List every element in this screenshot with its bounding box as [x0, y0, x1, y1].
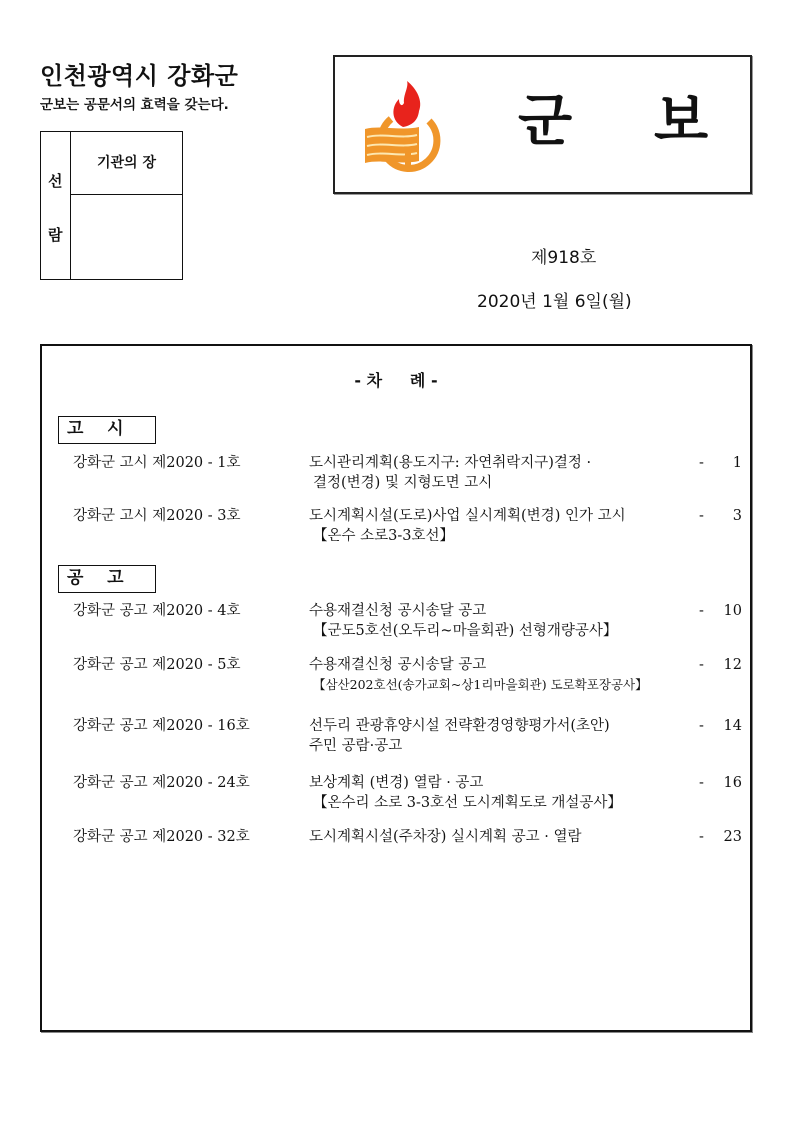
approval-head-label: 기관의 장: [71, 132, 182, 195]
entry-title: 도시관리계획(용도지구: 자연취락지구)결정 ·: [309, 455, 592, 471]
entry-title: 수용재결신청 공시송달 공고: [309, 603, 487, 619]
approval-side-label-top: 선: [48, 172, 63, 190]
entry-dash: -: [699, 455, 704, 471]
section-label-notices: 고 시: [58, 416, 156, 444]
issue-date: 2020년 1월 6일(월): [477, 292, 632, 312]
entry-page: 23: [723, 829, 742, 845]
entry-number: 강화군 공고 제2020 - 16호: [73, 718, 250, 734]
entry-title: 수용재결신청 공시송달 공고: [309, 657, 487, 673]
entry-title: 도시계획시설(주차장) 실시계획 공고 · 열람: [309, 829, 582, 845]
entry-page: 12: [723, 657, 742, 673]
approval-side-label: [41, 132, 71, 279]
masthead: [333, 55, 752, 194]
table-of-contents: [40, 344, 752, 1032]
entry-number: 강화군 공고 제2020 - 24호: [73, 775, 250, 791]
organization-subtitle: 군보는 공문서의 효력을 갖는다.: [40, 97, 229, 113]
entry-title: 보상계획 (변경) 열람 · 공고: [309, 775, 484, 791]
entry-page: 10: [723, 603, 742, 619]
issue-number: 제918호: [531, 248, 597, 268]
entry-number: 강화군 공고 제2020 - 32호: [73, 829, 250, 845]
entry-dash: -: [699, 829, 704, 845]
organization-name: 인천광역시 강화군: [40, 62, 239, 90]
entry-number: 강화군 공고 제2020 - 4호: [73, 603, 241, 619]
entry-subtitle: 결정(변경) 및 지형도면 고시: [313, 475, 493, 491]
entry-subtitle: 【온수 소로3-3호선】: [313, 528, 455, 544]
entry-subtitle: 【온수리 소로 3-3호선 도시계획도로 개설공사】: [313, 795, 622, 811]
entry-subtitle: 【삼산202호선(송가교회~상1리마을회관) 도로확포장공사】: [313, 677, 648, 692]
entry-dash: -: [699, 603, 704, 619]
entry-number: 강화군 고시 제2020 - 3호: [73, 508, 241, 524]
approval-table: [40, 131, 183, 280]
masthead-title-char-2: 보: [654, 89, 709, 154]
approval-signature-cell: [71, 195, 182, 279]
entry-subtitle: 【군도5호선(오두리~마을회관) 선형개량공사】: [313, 623, 618, 639]
entry-number: 강화군 공고 제2020 - 5호: [73, 657, 241, 673]
approval-side-label-bottom: 람: [48, 226, 63, 244]
entry-dash: -: [699, 775, 704, 791]
entry-page: 3: [732, 508, 742, 524]
entry-page: 16: [723, 775, 742, 791]
entry-number: 강화군 고시 제2020 - 1호: [73, 455, 241, 471]
masthead-title-char-1: 군: [518, 89, 573, 154]
entry-dash: -: [699, 718, 704, 734]
entry-page: 1: [732, 455, 742, 471]
entry-subtitle: 주민 공람·공고: [309, 738, 403, 754]
entry-title: 선두리 관광휴양시설 전략환경영향평가서(초안): [309, 718, 610, 734]
entry-title: 도시계획시설(도로)사업 실시계획(변경) 인가 고시: [309, 508, 626, 524]
entry-dash: -: [699, 657, 704, 673]
toc-heading: - 차 례 -: [354, 371, 438, 390]
entry-page: 14: [723, 718, 742, 734]
entry-dash: -: [699, 508, 704, 524]
gangwha-county-emblem-icon: [361, 79, 451, 174]
section-label-announcements: 공 고: [58, 565, 156, 593]
